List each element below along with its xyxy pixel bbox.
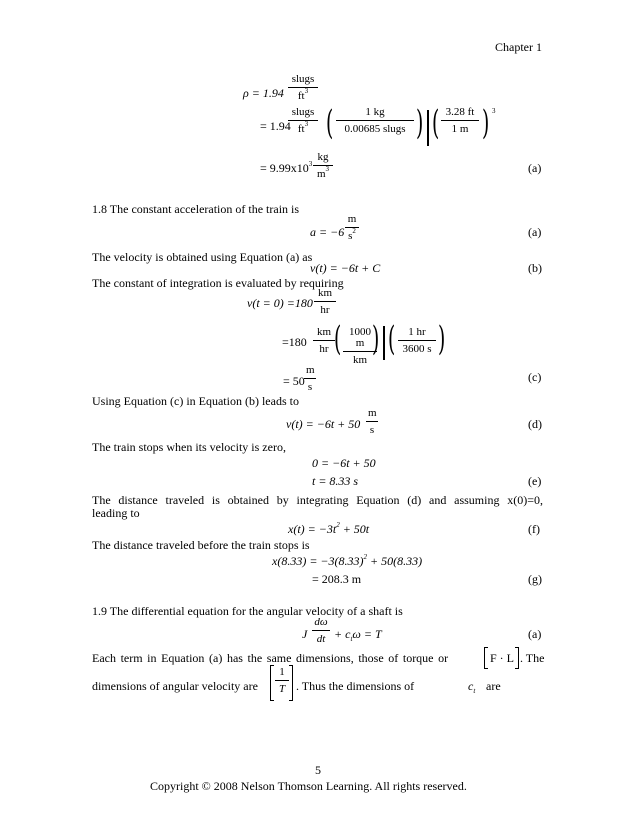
each-term-text: Each term in Equation (a) has the same dimensions, those of torque or — [92, 651, 449, 665]
fraction-numerator: 1 hr — [408, 326, 426, 338]
eq-label-c: (c) — [528, 370, 542, 384]
left-bracket — [484, 647, 488, 669]
dim-intro-text: dimensions of angular velocity are — [92, 679, 258, 693]
fraction-numerator: km — [317, 287, 333, 299]
right-paren: ) — [482, 103, 490, 143]
eq180: =180 — [282, 335, 307, 349]
subscript-t: t — [350, 635, 353, 643]
eq-label-f: (f) — [528, 522, 540, 536]
fraction-numerator: 1 — [279, 666, 285, 678]
domega-dt-fraction — [312, 617, 330, 645]
are-text: are — [486, 679, 501, 693]
stops-text: The train stops when its velocity is zero, — [92, 440, 286, 454]
eq-label-e: (e) — [528, 474, 542, 488]
fraction-denominator: 1 m — [451, 123, 469, 135]
kg-per-m3-fraction — [313, 152, 333, 180]
left-paren: ( — [326, 103, 334, 143]
fraction-numerator: slugs — [291, 73, 315, 85]
fraction-denominator: hr — [320, 304, 330, 316]
t-eq: t = 8.33 s — [312, 474, 359, 488]
fraction-numerator: 1 kg — [365, 106, 385, 118]
km-per-hr-fraction — [314, 288, 336, 316]
density-eq-step2: = 1.94 — [260, 119, 291, 133]
fraction-numerator: m — [306, 364, 315, 376]
left-bracket — [270, 665, 274, 701]
fraction-numerator: 1000 m — [349, 326, 371, 349]
km-per-hr-fraction-2 — [313, 327, 335, 355]
xt-exponent: 2 — [336, 521, 340, 529]
ct-symbol: c — [468, 679, 474, 693]
kg-per-slug-fraction — [336, 107, 414, 135]
fraction-denominator: s — [307, 381, 313, 393]
left-paren: ( — [388, 319, 396, 359]
left-paren: ( — [334, 319, 342, 359]
m-per-s-fraction — [304, 365, 316, 393]
accel-eq: a = −6 — [310, 225, 345, 239]
fraction-numerator: 3.28 ft — [445, 106, 475, 118]
x833-eq-b: + 50(8.33) — [367, 554, 423, 568]
fraction-numerator: kg — [317, 151, 329, 163]
right-bracket — [289, 665, 293, 701]
before-stops-text: The distance traveled before the train stops is — [92, 538, 310, 552]
velocity-eq: v(t) = −6t + C — [310, 261, 381, 275]
fraction-denominator: m — [316, 168, 326, 180]
one-over-T-fraction — [275, 667, 289, 695]
page-number: 5 — [315, 763, 321, 777]
x833-eq-a: x(8.33) = −3(8.33) — [272, 554, 364, 568]
fraction-numerator: m — [368, 407, 377, 419]
fraction-denominator: s — [348, 230, 353, 242]
eq-label-a-3: (a) — [528, 627, 542, 641]
m-per-s2-fraction — [345, 214, 359, 242]
outer-exponent: 3 — [492, 107, 496, 115]
x-result: = 208.3 m — [312, 572, 362, 586]
m-per-s-fraction-2 — [366, 408, 378, 436]
right-paren: ) — [438, 319, 446, 359]
leading-to: leading to — [92, 506, 140, 520]
distance-intro: The distance traveled is obtained by integrating Equation (d) and assuming x(0)=0, — [92, 493, 543, 507]
eq-label-b: (b) — [528, 261, 542, 275]
hr-per-s-fraction — [398, 327, 436, 355]
fraction-denominator: dt — [316, 633, 326, 645]
fraction-denominator: T — [278, 683, 286, 695]
vt-eq: v(t) = −6t + 50 — [286, 417, 361, 431]
fraction-denominator: ft — [297, 123, 305, 135]
x833-exponent: 2 — [363, 553, 368, 561]
multiplication-bar — [383, 326, 385, 360]
fraction-denominator: s — [369, 424, 375, 436]
xt-eq-a: x(t) = −3t — [288, 522, 337, 536]
right-paren: ) — [416, 103, 424, 143]
left-paren: ( — [432, 103, 440, 143]
using-c-text: Using Equation (c) in Equation (b) leads to — [92, 394, 299, 408]
fraction-numerator: dω — [314, 616, 328, 628]
velocity-intro: The velocity is obtained using Equation (a) as — [92, 250, 313, 264]
right-bracket — [515, 647, 519, 669]
constant-intro: The constant of integration is evaluated by requiring — [92, 276, 344, 290]
ft-per-m-fraction — [441, 107, 479, 135]
eq-label-a: (a) — [528, 161, 542, 175]
fraction-denominator: 0.00685 slugs — [344, 123, 406, 135]
fraction-denominator: hr — [319, 343, 329, 355]
right-paren: ) — [372, 319, 380, 359]
eq-label-g: (g) — [528, 572, 542, 586]
fraction-denominator: ft — [297, 90, 305, 102]
eq-label-d: (d) — [528, 417, 542, 431]
eq50: = 50 — [283, 374, 305, 388]
result-exponent: 3 — [308, 160, 313, 168]
fraction-numerator: km — [316, 326, 332, 338]
v0-eq: v(t = 0) =180 — [247, 296, 313, 310]
J-symbol: J — [302, 627, 308, 641]
xt-eq-b: + 50t — [339, 522, 370, 536]
thus-text: . Thus the dimensions of — [296, 679, 415, 693]
density-result: = 9.99x10 — [260, 161, 309, 175]
the-text: . The — [520, 651, 545, 665]
exponent: 3 — [304, 120, 309, 128]
copyright-text: Copyright © 2008 Nelson Thomson Learning. All rights reserved. — [150, 779, 467, 793]
ct-subscript: t — [473, 687, 476, 695]
exponent: 3 — [304, 87, 309, 95]
rho-lhs: ρ = 1.94 — [243, 86, 284, 100]
eq-label-a-2: (a) — [528, 225, 542, 239]
problem-1-9-intro: 1.9 The differential equation for the angular velocity of a shaft is — [92, 604, 403, 618]
omega-eq-T: ω = T — [352, 627, 382, 641]
problem-1-8-intro: 1.8 The constant acceleration of the train is — [92, 202, 300, 216]
fraction-numerator: m — [347, 213, 357, 225]
FL-dimension: F · L — [490, 651, 514, 665]
chapter-header: Chapter 1 — [495, 40, 542, 54]
slugs-per-ft3-fraction-2 — [288, 107, 318, 135]
multiplication-bar — [427, 110, 429, 146]
exponent: 3 — [325, 165, 330, 173]
slugs-per-ft3-fraction-1 — [288, 74, 318, 102]
exponent: 2 — [352, 227, 356, 235]
plus-c: + c — [334, 627, 351, 641]
zero-eq: 0 = −6t + 50 — [312, 456, 376, 470]
fraction-denominator: km — [352, 354, 368, 366]
fraction-denominator: 3600 s — [402, 343, 432, 355]
fraction-numerator: slugs — [291, 106, 315, 118]
